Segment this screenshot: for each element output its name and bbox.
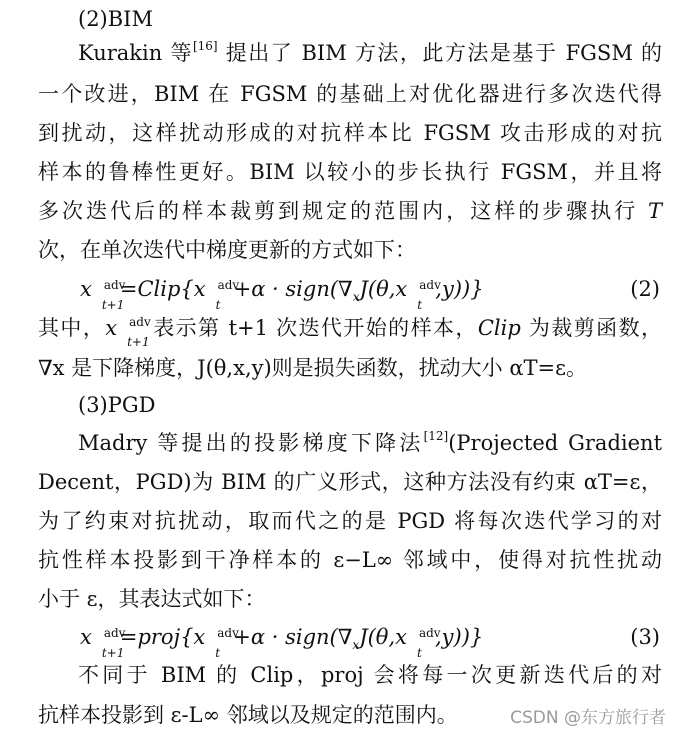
- citation-ref: [12]: [423, 429, 449, 443]
- pgd-paragraph-line-3: 为了约束对抗扰动，取而代之的是 PGD 将每次迭代学习的对: [38, 509, 662, 533]
- equation-3-number: (3): [630, 625, 660, 649]
- bim-heading: (2)BIM: [78, 7, 153, 31]
- bim-paragraph-line-5: 多次迭代后的样本裁剪到规定的范围内，这样的步骤执行 T: [38, 199, 662, 223]
- bim-paragraph-line-1: Kurakin 等[16] 提出了 BIM 方法，此方法是基于 FGSM 的: [78, 39, 663, 65]
- csdn-watermark: CSDN @东方旅行者: [510, 708, 666, 728]
- pgd-paragraph-line-5: 小于 ε，其表达式如下：: [38, 587, 266, 611]
- bim-paragraph-line-2: 一个改进，BIM 在 FGSM 的基础上对优化器进行多次迭代得: [38, 82, 662, 106]
- equation-3: x adv t+1 =proj{x adv t $+\alpha \cdot sign(\nabla_xJ(\theta,x$ adv t ,y))} (3): [80, 620, 660, 654]
- eq2-explanation-line-1: 其中，x adv t+1 表示第 t+1 次迭代开始的样本，Clip 为裁剪函数，: [38, 315, 663, 349]
- final-paragraph-line-1: 不同于 BIM 的 Clip，proj 会将每一次更新迭代后的对: [78, 663, 662, 687]
- bim-paragraph-line-3: 到扰动，这样扰动形成的对抗样本比 FGSM 攻击形成的对抗: [38, 121, 662, 145]
- pgd-paragraph-line-1: Madry 等提出的投影梯度下降法[12](Projected Gradient: [78, 429, 663, 455]
- equation-2: x adv t+1 =Clip{x adv t $+\alpha \cdot sign(\nabla_xJ(\theta,x$ adv t ,y))} (2): [80, 272, 660, 306]
- pgd-paragraph-line-4: 抗性样本投影到干净样本的 ε−L∞ 邻域中，使得对抗性扰动: [38, 548, 662, 572]
- bim-paragraph-line-6: 次，在单次迭代中梯度更新的方式如下：: [38, 238, 416, 262]
- final-paragraph-line-2: 抗样本投影到 ε-L∞ 邻域以及规定的范围内。: [38, 703, 458, 727]
- pgd-paragraph-line-2: Decent，PGD)为 BIM 的广义形式，这种方法没有约束 αT=ε，: [38, 470, 662, 494]
- eq2-explanation-line-2: ∇x 是下降梯度，J(θ,x,y)则是损失函数，扰动大小 αT=ε。: [38, 356, 588, 380]
- citation-ref: [16]: [192, 39, 218, 53]
- equation-2-number: (2): [630, 277, 660, 301]
- bim-paragraph-line-4: 样本的鲁棒性更好。BIM 以较小的步长执行 FGSM，并且将: [38, 160, 662, 184]
- pgd-heading: (3)PGD: [78, 393, 156, 417]
